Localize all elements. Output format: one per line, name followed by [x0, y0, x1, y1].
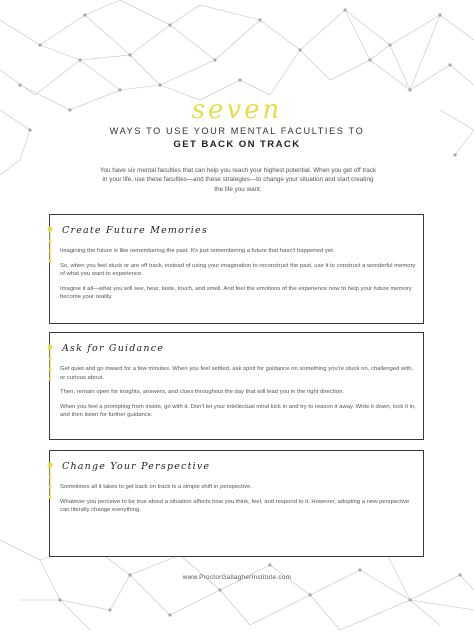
dots-decoration-icon — [45, 451, 55, 511]
page-title-line1: WAYS TO USE YOUR MENTAL FACULTIES TO — [109, 126, 365, 136]
dots-decoration-icon — [45, 333, 55, 393]
section-body — [60, 247, 418, 308]
section-paragraph: Whatever you perceive to be true about a situation affects how you think, feel, and respond to it. However, adopting a new perspective can literally change everything. — [60, 498, 410, 514]
section-paragraph: Imagining the future is like remembering the past. It's just remembering a future that hasn't happened yet. — [60, 248, 335, 254]
dots-decoration-icon — [45, 215, 55, 275]
section-change-your-perspective — [49, 450, 424, 557]
section-ask-for-guidance — [49, 332, 424, 440]
section-title: Change Your Perspective — [62, 461, 211, 472]
script-word-seven: seven — [191, 95, 283, 125]
section-title: Create Future Memories — [62, 225, 208, 236]
section-paragraph: Then, remain open for insights, answers, and clues throughout the day that will lead you in the right direction. — [60, 389, 344, 396]
section-paragraph: Imagine it all—what you will see, hear, taste, touch, and smell. And feel the emotions of the experience now to help your future memory become your reality. — [60, 285, 412, 301]
section-paragraph: When you feel a prompting from inside, go with it. Don't let your intellectual mind kick in and try to reason it away. Write it down, lock it in, and then listen for further guidance. — [60, 403, 416, 419]
section-create-future-memories — [49, 214, 424, 324]
section-title: Ask for Guidance — [62, 343, 165, 354]
section-paragraph: Get quiet and go inward for a few minutes. When you feel settled, ask spirit for guidance on something you're stuck on, challenged with, or curious about. — [60, 366, 414, 381]
footer-url-link[interactable]: www.ProctorGallagherInstitute.com — [182, 574, 292, 581]
section-paragraph: Sometimes all it takes to get back on track is a simple shift in perspective. — [60, 484, 252, 490]
section-body — [60, 483, 418, 521]
page-title-line2: GET BACK ON TRACK — [173, 139, 301, 150]
section-paragraph: So, when you feel stuck or are off track, instead of using your imagination to reconstruct the past, use it to construct a wonderful memory of what you want to experience. — [60, 262, 416, 278]
section-body — [60, 365, 418, 426]
intro-paragraph: You have six mental faculties that can help you reach your highest potential. When you get off track in your life, use these faculties—and these strategies—to change your situation and start creating the life you want. — [99, 167, 377, 193]
